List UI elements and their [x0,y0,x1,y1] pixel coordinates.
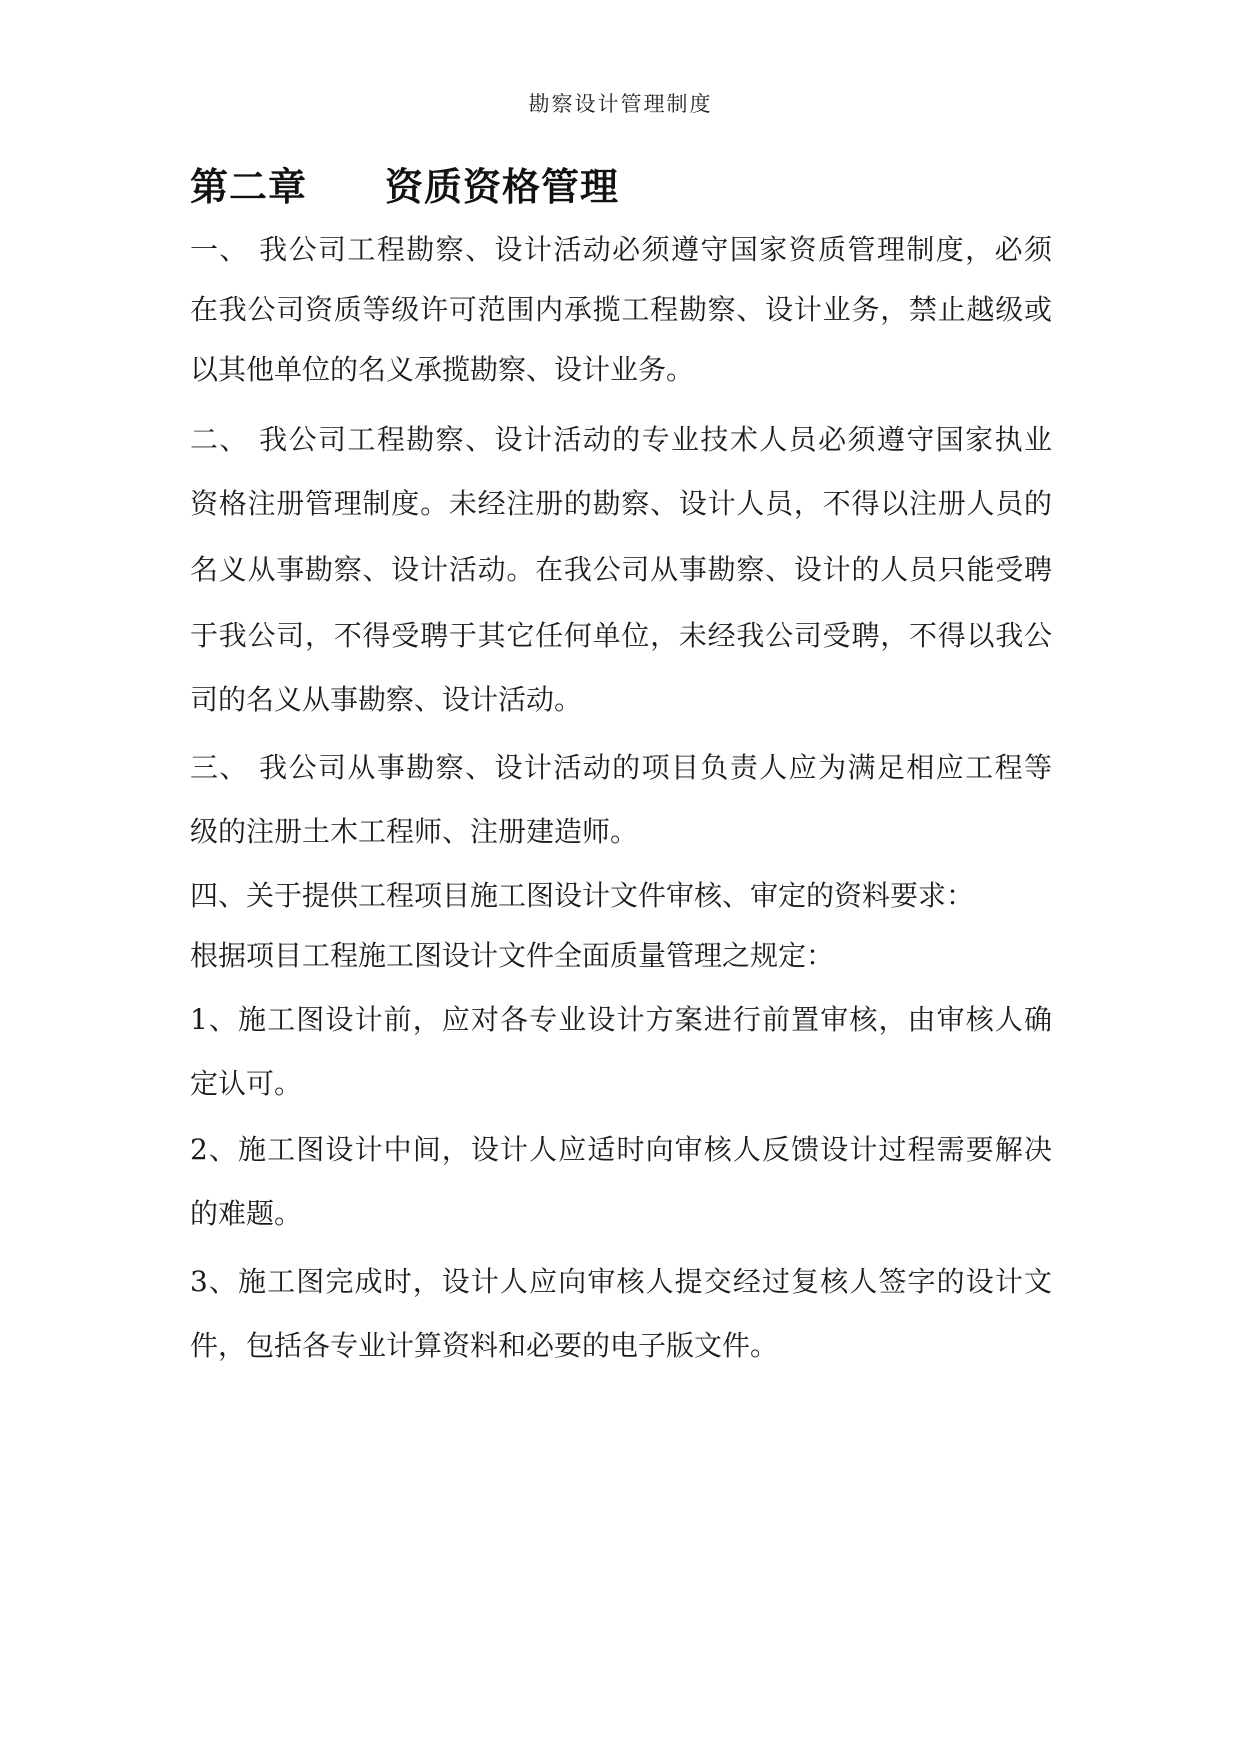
chapter-title: 资质资格管理 [385,165,620,209]
item-1-line-2: 定认可。 [190,1067,303,1100]
paragraph-2-line-5: 司的名义从事勘察、设计活动。 [190,683,583,716]
chapter-heading [190,162,619,212]
item-3-line-1: 3、施工图完成时，设计人应向审核人提交经过复核人签字的设计文 [190,1265,1052,1298]
paragraph-3-line-2: 级的注册土木工程师、注册建造师。 [190,815,639,848]
paragraph-2-line-4: 于我公司，不得受聘于其它任何单位，未经我公司受聘，不得以我公 [190,619,1052,652]
paragraph-1-line-3: 以其他单位的名义承揽勘察、设计业务。 [190,353,695,386]
chapter-number: 第二章 [190,165,308,209]
running-header: 勘察设计管理制度 [528,92,713,116]
paragraph-2-line-1: 二、 我公司工程勘察、设计活动的专业技术人员必须遵守国家执业 [190,423,1052,456]
paragraph-1-line-2: 在我公司资质等级许可范围内承揽工程勘察、设计业务，禁止越级或 [190,293,1052,326]
paragraph-5-line-1: 根据项目工程施工图设计文件全面质量管理之规定： [190,939,835,972]
paragraph-3-line-1: 三、 我公司从事勘察、设计活动的项目负责人应为满足相应工程等 [190,751,1052,784]
item-1-line-1: 1、施工图设计前，应对各专业设计方案进行前置审核，由审核人确 [190,1003,1052,1036]
paragraph-1-line-1: 一、 我公司工程勘察、设计活动必须遵守国家资质管理制度，必须 [190,233,1052,266]
paragraph-2-line-3: 名义从事勘察、设计活动。在我公司从事勘察、设计的人员只能受聘 [190,553,1052,586]
item-2-line-2: 的难题。 [190,1197,303,1230]
paragraph-4-line-1: 四、关于提供工程项目施工图设计文件审核、审定的资料要求： [190,879,975,912]
item-3-line-2: 件，包括各专业计算资料和必要的电子版文件。 [190,1329,779,1362]
item-2-line-1: 2、施工图设计中间，设计人应适时向审核人反馈设计过程需要解决 [190,1133,1052,1166]
paragraph-2-line-2: 资格注册管理制度。未经注册的勘察、设计人员，不得以注册人员的 [190,487,1052,520]
